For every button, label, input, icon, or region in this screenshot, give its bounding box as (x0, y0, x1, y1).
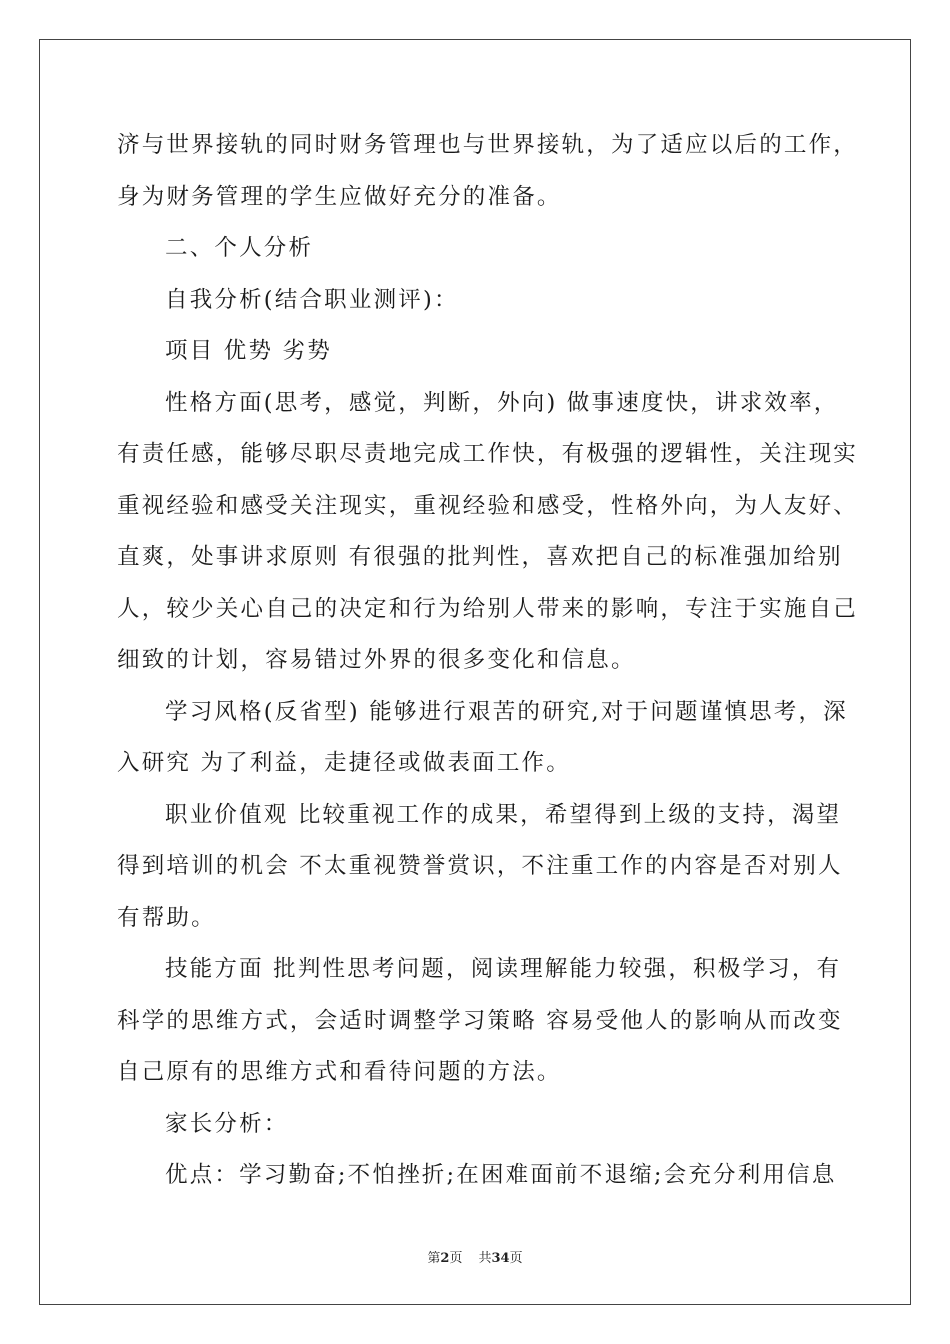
section-heading: 二、个人分析 (165, 235, 314, 261)
total-prefix: 共 (478, 1251, 492, 1266)
text-line: 学习风格(反省型) 能够进行艰苦的研究,对于问题谨慎思考，深 (165, 699, 848, 725)
page-number: 2 (440, 1251, 450, 1266)
text-line: 自己原有的思维方式和看待问题的方法。 (117, 1059, 562, 1085)
text-line: 入研究 为了利益，走捷径或做表面工作。 (117, 750, 571, 776)
text-line: 细致的计划，容易错过外界的很多变化和信息。 (117, 647, 636, 673)
subsection-heading: 家长分析： (165, 1111, 289, 1137)
text-line: 有责任感，能够尽职尽责地完成工作快，有极强的逻辑性，关注现实 (117, 441, 859, 467)
page-prefix: 第 (427, 1251, 441, 1266)
text-line: 直爽，处事讲求原则 有很强的批判性，喜欢把自己的标准强加给别 (117, 544, 843, 570)
text-line: 人，较少关心自己的决定和行为给别人带来的影响，专注于实施自己 (117, 596, 859, 622)
text-line: 得到培训的机会 不太重视赞誉赏识，不注重工作的内容是否对别人 (117, 853, 843, 879)
total-suffix: 页 (509, 1251, 523, 1266)
page-suffix: 页 (449, 1251, 463, 1266)
text-line: 身为财务管理的学生应做好充分的准备。 (117, 184, 562, 210)
table-header-line: 项目 优势 劣势 (165, 338, 332, 364)
text-line: 性格方面(思考，感觉，判断，外向) 做事速度快，讲求效率， (165, 390, 839, 416)
text-line: 技能方面 批判性思考问题，阅读理解能力较强，积极学习，有 (165, 956, 842, 982)
text-line: 重视经验和感受关注现实，重视经验和感受，性格外向，为人友好、 (117, 493, 859, 519)
text-line: 济与世界接轨的同时财务管理也与世界接轨，为了适应以后的工作， (117, 132, 859, 158)
text-line: 优点：学习勤奋;不怕挫折;在困难面前不退缩;会充分利用信息 (165, 1162, 837, 1188)
subsection-heading: 自我分析(结合职业测评)： (165, 287, 459, 313)
total-pages: 34 (491, 1251, 510, 1266)
page-footer (0, 1247, 950, 1266)
text-line: 职业价值观 比较重视工作的成果，希望得到上级的支持，渴望 (165, 802, 842, 828)
text-line: 科学的思维方式，会适时调整学习策略 容易受他人的影响从而改变 (117, 1008, 843, 1034)
text-line: 有帮助。 (117, 905, 216, 931)
